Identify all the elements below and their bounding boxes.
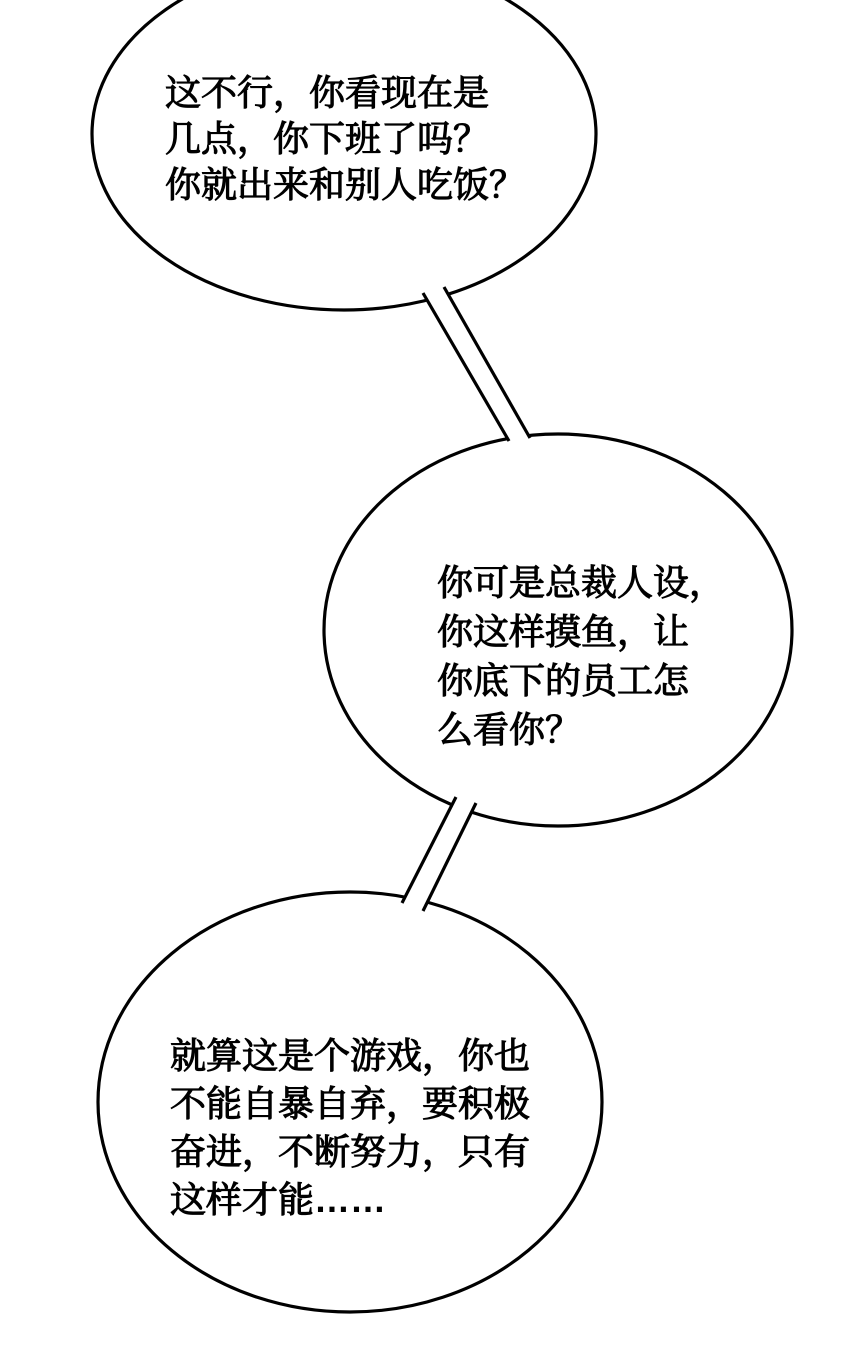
dialogue-line: 么看你？ bbox=[437, 709, 582, 750]
dialogue-line: 你底下的员工怎 bbox=[437, 660, 690, 701]
dialogue-line: 就算这是个游戏，你也 bbox=[170, 1035, 531, 1076]
connector-1-right-line bbox=[444, 287, 530, 438]
speech-bubble-3-text bbox=[170, 1032, 530, 1224]
speech-bubble-1-text bbox=[165, 70, 525, 208]
dialogue-line: 不能自暴自弃，要积极 bbox=[170, 1083, 531, 1124]
dialogue-line: 奋进，不断努力，只有 bbox=[170, 1131, 531, 1172]
connector-2-channel bbox=[402, 797, 476, 911]
dialogue-line: 你这样摸鱼，让 bbox=[437, 611, 690, 652]
dialogue-line: 你可是总裁人设， bbox=[437, 562, 726, 603]
speech-bubble-2-text bbox=[437, 558, 725, 754]
connector-1-left-line bbox=[423, 293, 509, 441]
dialogue-line: 这样才能…… bbox=[170, 1179, 387, 1220]
dialogue-line: 你就出来和别人吃饭？ bbox=[165, 164, 526, 205]
dialogue-line: 这不行，你看现在是 bbox=[165, 72, 490, 113]
connector-1-channel bbox=[423, 287, 530, 441]
dialogue-line: 几点，你下班了吗？ bbox=[165, 118, 490, 159]
